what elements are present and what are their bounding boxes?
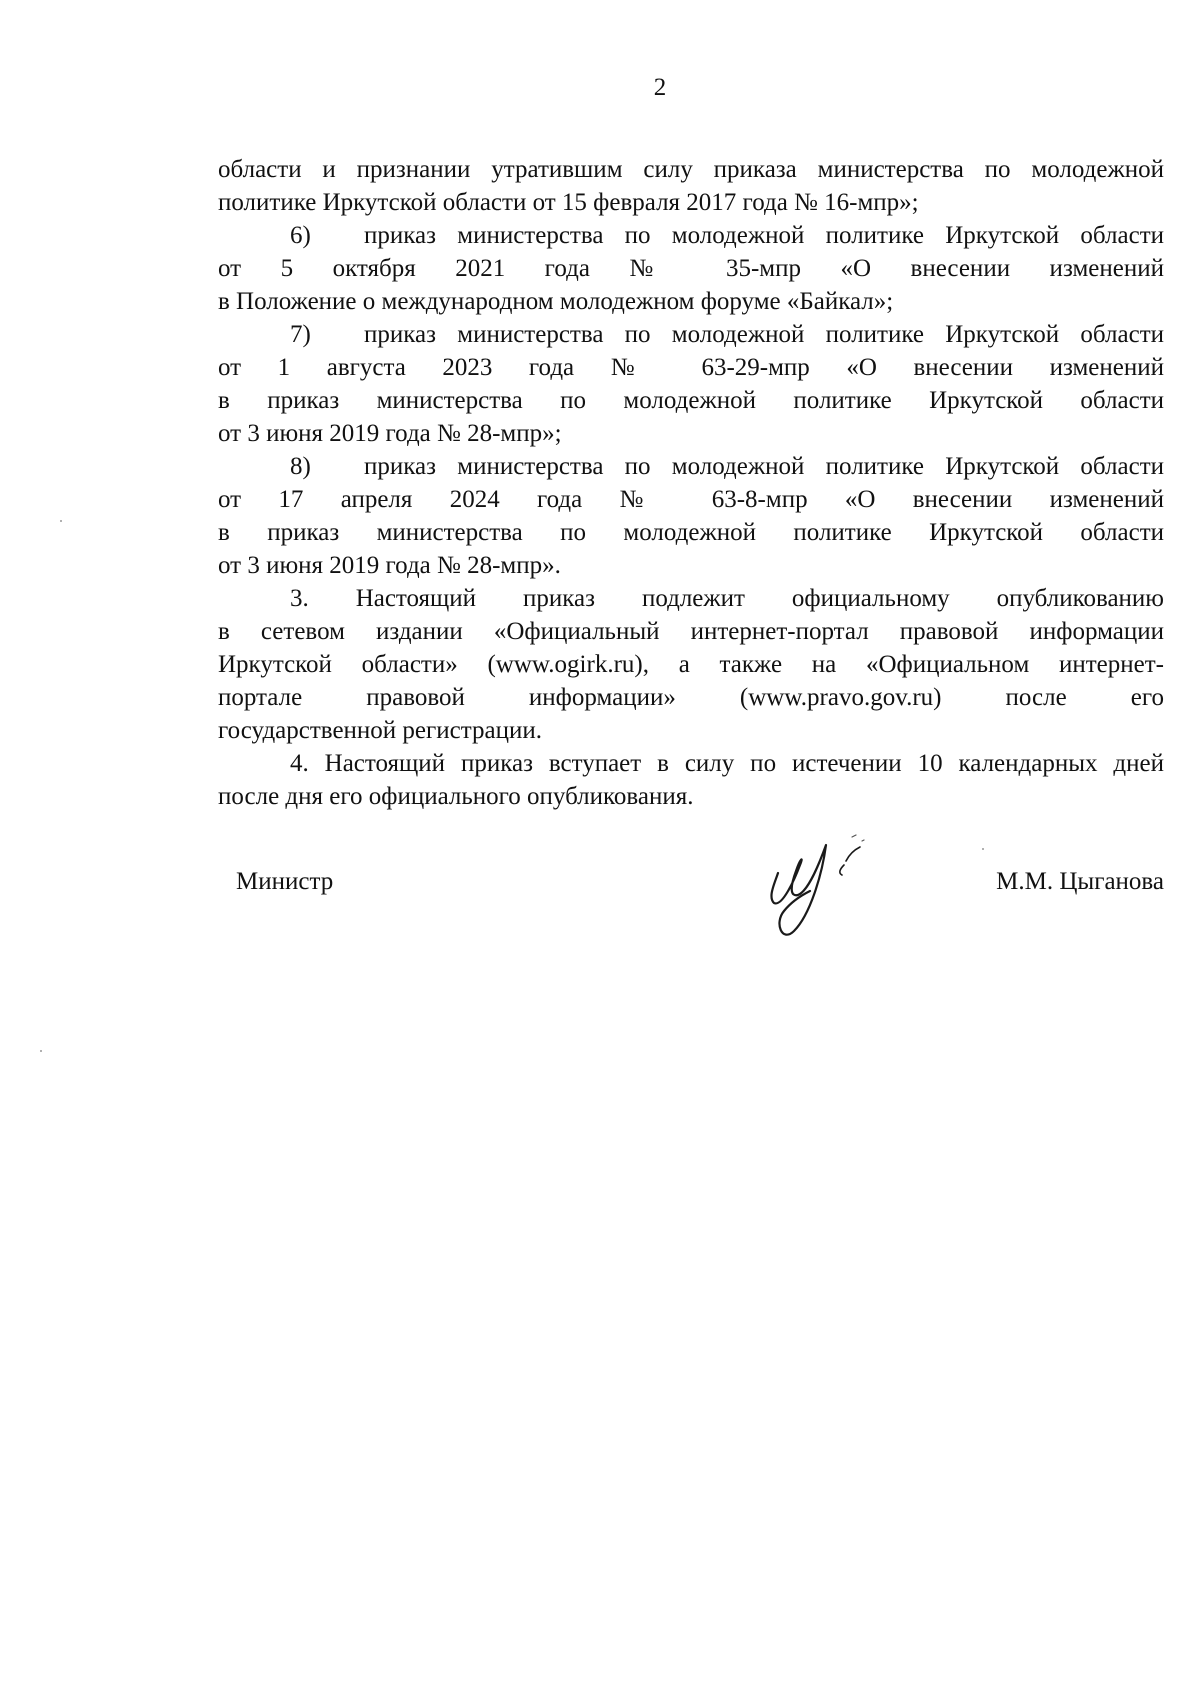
text-line: в Положение о международном молодежном форуме «Байкал»; (218, 288, 894, 315)
paragraph-4-first-line (218, 749, 1164, 779)
text-line: после дня его официального опубликования. (218, 783, 694, 810)
list-item-6-header (218, 221, 1164, 251)
signatory-title: Министр (236, 868, 334, 895)
list-item-8-header (218, 452, 1164, 482)
text-line: от 1 августа 2023 года № 63-29-мпр «О внесении изменений (218, 354, 1164, 381)
list-item-number: 8) (290, 453, 311, 480)
handwritten-signature (760, 815, 920, 945)
text-line: Иркутской области» (www.ogirk.ru), а также на «Официальном интернет- (218, 651, 1164, 678)
text-line: приказ министерства по молодежной политике Иркутской области (364, 453, 1164, 480)
text-line: в сетевом издании «Официальный интернет-портал правовой информации (218, 618, 1164, 645)
text-line: 4. Настоящий приказ вступает в силу по истечении 10 календарных дней (290, 750, 1164, 777)
text-line: области и признании утратившим силу приказа министерства по молодежной (218, 156, 1164, 183)
list-item-number: 6) (290, 222, 311, 249)
text-line: портале правовой информации» (www.pravo.gov.ru) после его (218, 684, 1164, 711)
text-line: в приказ министерства по молодежной политике Иркутской области (218, 387, 1164, 414)
list-item-7-header (218, 320, 1164, 350)
text-line: приказ министерства по молодежной политике Иркутской области (364, 321, 1164, 348)
text-line: в приказ министерства по молодежной политике Иркутской области (218, 519, 1164, 546)
scan-speck (40, 1050, 42, 1052)
text-line: политике Иркутской области от 15 февраля 2017 года № 16-мпр»; (218, 189, 919, 216)
scan-speck (982, 848, 984, 850)
text-line: от 17 апреля 2024 года № 63-8-мпр «О внесении изменений (218, 486, 1164, 513)
paragraph-3-first-line (218, 584, 1164, 614)
text-line: от 3 июня 2019 года № 28-мпр». (218, 552, 561, 579)
list-item-number: 7) (290, 321, 311, 348)
text-line: государственной регистрации. (218, 717, 542, 744)
page-number: 2 (653, 74, 667, 101)
text-line: 3. Настоящий приказ подлежит официальному опубликованию (290, 585, 1164, 612)
signatory-name: М.М. Цыганова (996, 868, 1164, 895)
text-line: от 3 июня 2019 года № 28-мпр»; (218, 420, 562, 447)
scan-speck (60, 520, 62, 522)
text-line: от 5 октября 2021 года № 35-мпр «О внесении изменений (218, 255, 1164, 282)
text-line: приказ министерства по молодежной политике Иркутской области (364, 222, 1164, 249)
